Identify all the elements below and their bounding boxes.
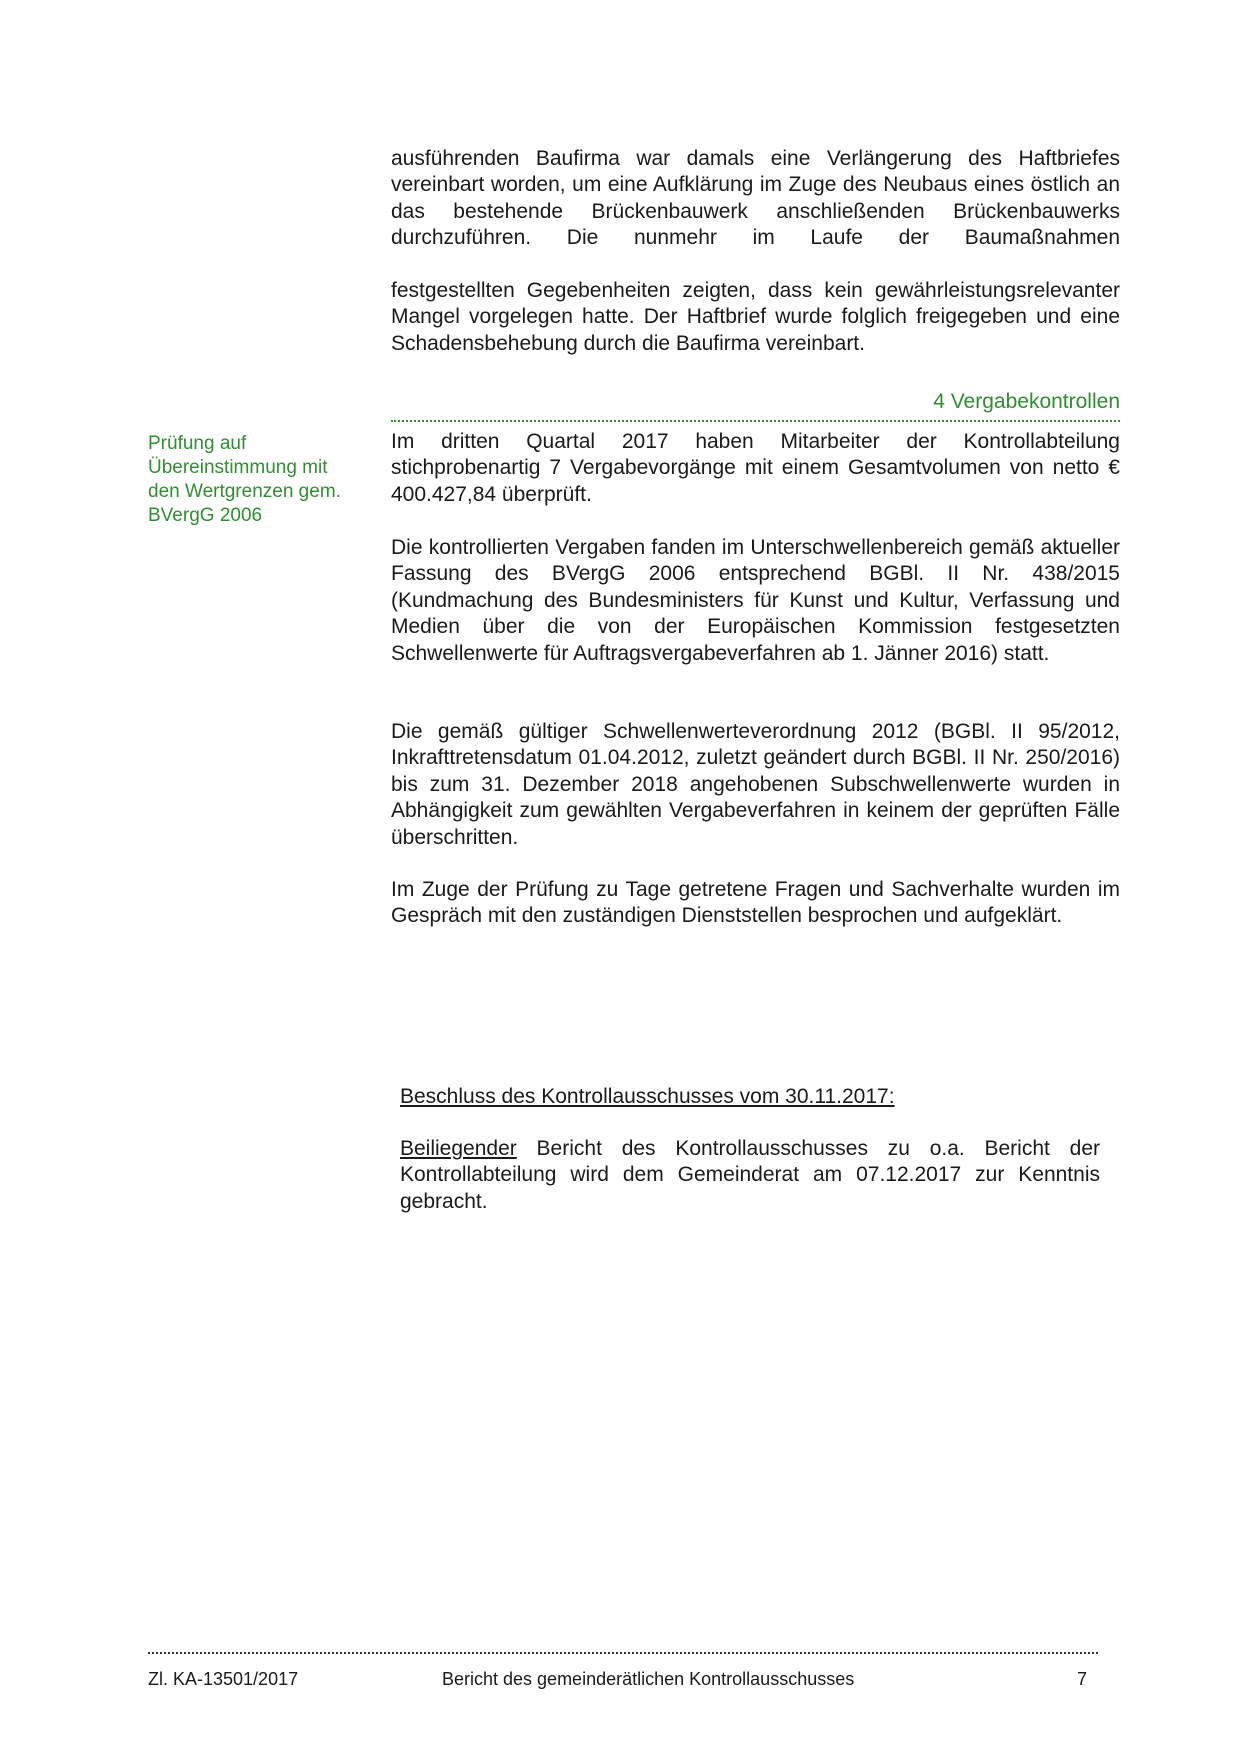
resolution-lead-word: Beiliegender — [400, 1137, 517, 1160]
resolution-paragraph — [400, 1136, 1100, 1215]
resolution-text-block — [400, 1136, 1100, 1215]
body-paragraph-5: Die gemäß gültiger Schwellenwerteverordnung 2012 (BGBl. II 95/2012, Inkrafttretensdatum 01.04.2012, zuletzt geändert durch BGBl. II Nr. 250/2016) bis zum 31. Dezember 2018 angehobenen Subschwellenwerte wurden in Abhängigkeit zum gewählten Vergabeverfahren in keinem der geprüften Fälle überschritten. — [391, 720, 1120, 849]
body-paragraph-4: Die kontrollierten Vergaben fanden im Unterschwellenbereich gemäß aktueller Fassung des BVergG 2006 entsprechend BGBl. II Nr. 438/2015 (Kundmachung des Bundesministers für Kunst und Kultur, Verfassung und Medien über die von der Europäischen Kommission festgesetzten Schwellenwerte für Auftragsvergabeverfahren ab 1. Jänner 2016) statt. — [391, 536, 1120, 665]
body-paragraph-6: Im Zuge der Prüfung zu Tage getretene Fragen und Sachverhalte wurden im Gespräch mit den zuständigen Dienststellen besprochen und aufgeklärt. — [391, 878, 1120, 928]
resolution-title-block — [400, 1084, 1100, 1110]
body-paragraph-1-block — [391, 146, 1120, 252]
resolution-title: Beschluss des Kontrollausschusses vom 30.11.2017: — [400, 1085, 895, 1108]
body-paragraph-6-block — [391, 877, 1120, 930]
footer-title: Bericht des gemeinderätlichen Kontrollausschusses — [442, 1669, 855, 1689]
body-paragraph-5-block — [391, 719, 1120, 851]
footer-reference: Zl. KA-13501/2017 — [148, 1669, 299, 1689]
section-heading — [391, 384, 1120, 422]
body-paragraph-4-block — [391, 535, 1120, 667]
footer-page-number: 7 — [1077, 1669, 1088, 1689]
section-heading-text: 4 Vergabekontrollen — [933, 390, 1120, 413]
footer-divider — [148, 1652, 1098, 1654]
body-paragraph-2: festgestellten Gegebenheiten zeigten, dass kein gewährleistungsrelevanter Mangel vorgelegen hatte. Der Haftbrief wurde folglich freigegeben und eine Schadensbehebung durch die Baufirma vereinbart. — [391, 279, 1120, 355]
body-paragraph-1: ausführenden Baufirma war damals eine Verlängerung des Haftbriefes vereinbart worden, um eine Aufklärung im Zuge des Neubaus eines östlich an das bestehende Brückenbauwerk anschließenden Brückenbauwerks durchzuführen. Die nunmehr im Laufe der Baumaßnahmen — [391, 147, 1120, 250]
margin-note: Prüfung auf Übereinstimmung mit den Wertgrenzen gem. BVergG 2006 — [148, 433, 341, 526]
resolution-text: Bericht des Kontrollausschusses zu o.a. Bericht der Kontrollabteilung wird dem Gemeinderat am 07.12.2017 zur Kenntnis gebracht. — [400, 1137, 1100, 1213]
body-paragraph-2-block — [391, 278, 1120, 357]
body-paragraph-3-block — [391, 429, 1120, 508]
body-paragraph-3: Im dritten Quartal 2017 haben Mitarbeiter der Kontrollabteilung stichprobenartig 7 Vergabevorgänge mit einem Gesamtvolumen von netto € 400.427,84 überprüft. — [391, 430, 1120, 506]
